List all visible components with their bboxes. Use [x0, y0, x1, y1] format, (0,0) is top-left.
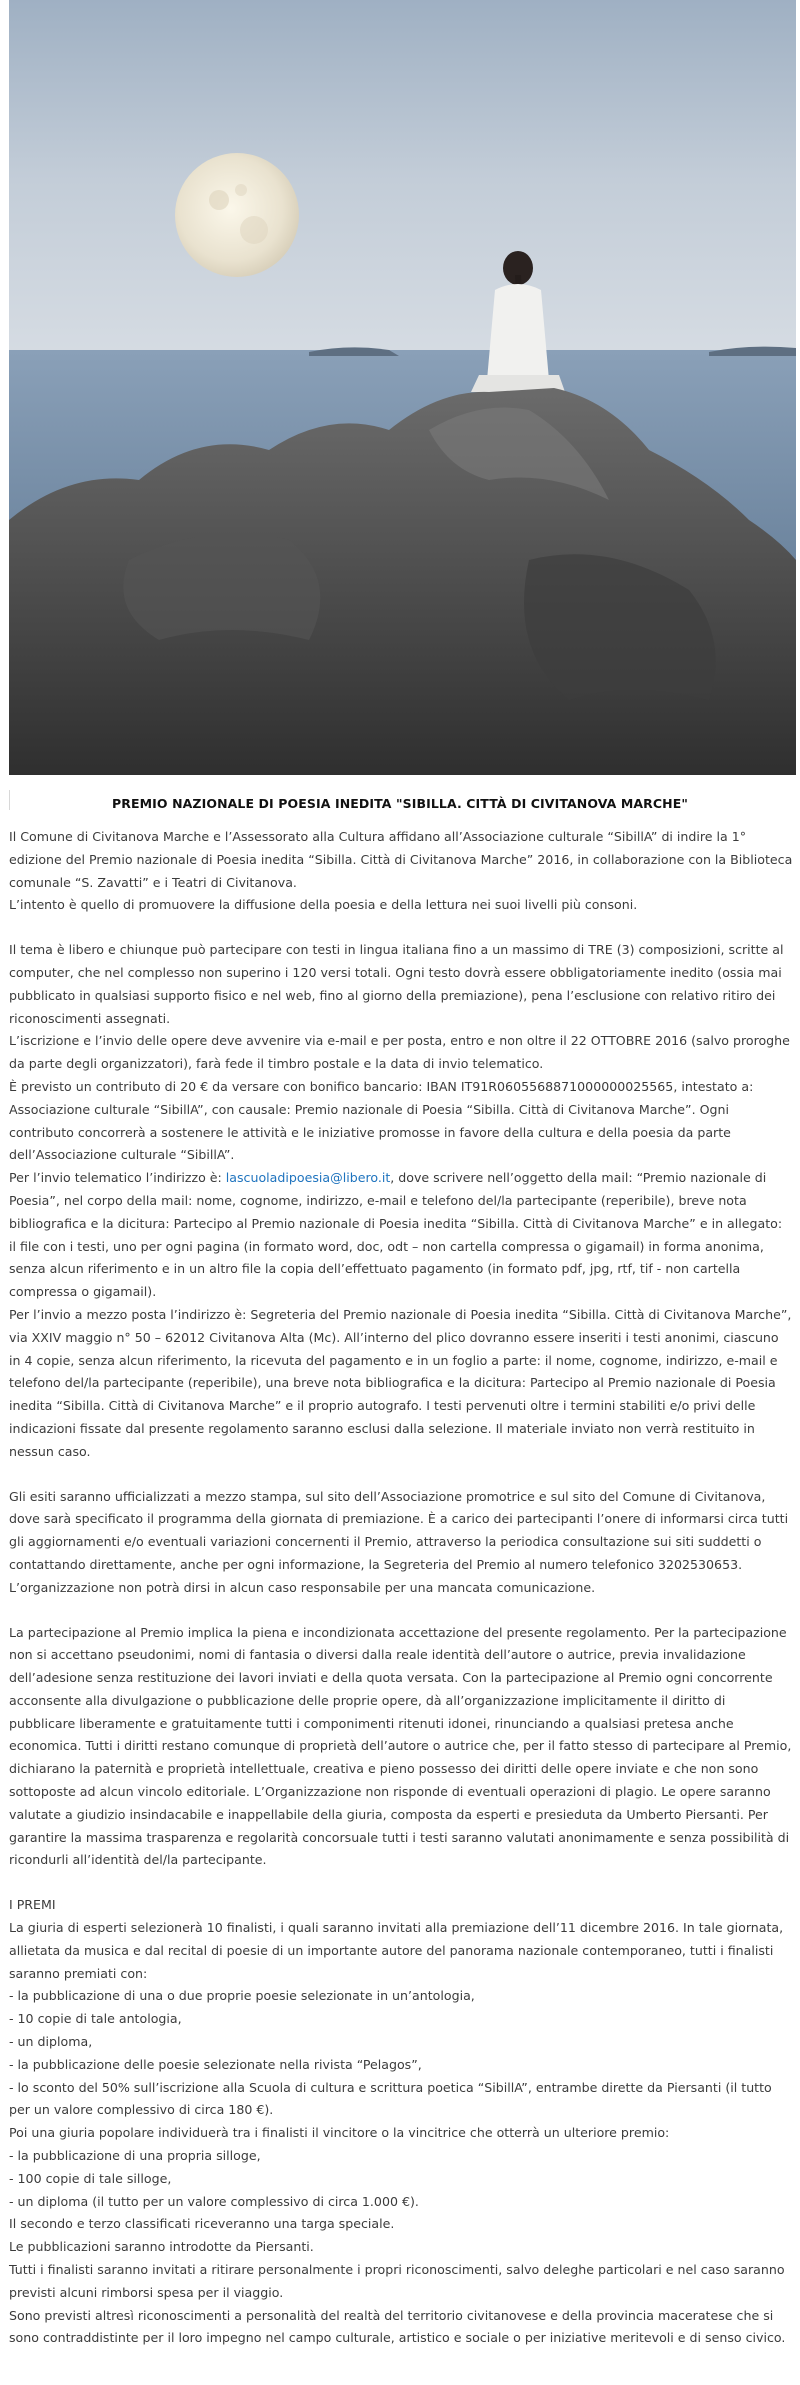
moon-over-sea-illustration — [9, 0, 796, 775]
list-item: - la pubblicazione delle poesie selezionate nella rivista “Pelagos”, — [9, 2056, 422, 2072]
page-title: PREMIO NAZIONALE DI POESIA INEDITA "SIBILLA. CITTÀ DI CIVITANOVA MARCHE" — [112, 796, 688, 811]
email-link[interactable]: lascuoladipoesia@libero.it — [225, 1170, 391, 1186]
list-item: - la pubblicazione di una o due proprie poesie selezionate in un’antologia, — [9, 1988, 475, 2004]
paragraph: Sono previsti altresì riconoscimenti a personalità del realtà del territorio civitanovese e della provincia maceratese che si sono contraddistinte per il loro impegno nel campo culturale, artistico e sociale o per iniziative meritevoli e di senso civico. — [9, 2307, 786, 2346]
moon — [175, 153, 299, 277]
sky — [9, 0, 796, 360]
paragraph: L’intento è quello di promuovere la diffusione della poesia e della lettura nei suoi livelli più consoni. — [9, 897, 638, 913]
paragraph: Per l’invio a mezzo posta l’indirizzo è: Segreteria del Premio nazionale di Poesia inedita “Sibilla. Città di Civitanova Marche”, via XXIV maggio n° 50 – 62012 Civitanova Alta (Mc). All’interno del plico dovranno essere inseriti i testi anonimi, ciascuno in 4 copie, senza alcun riferimento, la ricevuta del pagamento e in un foglio a parte: il nome, cognome, indirizzo, e-mail e telefono del/la partecipante (reperibile), una breve nota bibliografica e la dicitura: Partecipo al Premio nazionale di Poesia inedita “Sibilla. Città di Civitanova Marche” e il proprio autografo. I testi pervenuti oltre i termini stabiliti e/o privi delle indicazioni fissate dal presente regolamento saranno esclusi dalla selezione. Il materiale inviato non verrà restituito in nessun caso. — [9, 1306, 792, 1459]
paragraph: L’organizzazione non potrà dirsi in alcun caso responsabile per una mancata comunicazione. — [9, 1579, 596, 1595]
paragraph: Il secondo e terzo classificati riceveranno una targa speciale. — [9, 2216, 395, 2232]
paragraph: Il Comune di Civitanova Marche e l’Assessorato alla Cultura affidano all’Associazione culturale “SibillA” di indire la 1° edizione del Premio nazionale di Poesia inedita “Sibilla. Città di Civitanova Marche” 2016, in collaborazione con la Biblioteca comunale “S. Zavatti” e i Teatri di Civitanova. — [9, 829, 793, 890]
paragraph: Le pubblicazioni saranno introdotte da Piersanti. — [9, 2239, 314, 2255]
section-heading: I PREMI — [9, 1897, 56, 1913]
paragraph: Poi una giuria popolare individuerà tra i finalisti il vincitore o la vincitrice che otterrà un ulteriore premio: — [9, 2125, 670, 2141]
paragraph: Tutti i finalisti saranno invitati a ritirare personalmente i propri riconoscimenti, salvo deleghe particolari e nel caso saranno previsti alcuni rimborsi spesa per il viaggio. — [9, 2262, 785, 2300]
paragraph: È previsto un contributo di 20 € da versare con bonifico bancario: IBAN IT91R0605568871000000025565, intestato a: Associazione culturale “SibillA”, con causale: Premio nazionale di Poesia “Sibilla. Città di Civitanova Marche”. Ogni contributo concorrerà a sostenere le attività e le iniziative promosse in favore della cultura e della poesia da parte dell’Associazione culturale “SibillA”. — [9, 1078, 754, 1163]
list-item: - un diploma, — [9, 2034, 93, 2050]
list-item: - 100 copie di tale silloge, — [9, 2170, 172, 2186]
paragraph: La partecipazione al Premio implica la piena e incondizionata accettazione del presente regolamento. Per la partecipazione non si accettano pseudonimi, nomi di fantasia o diversi dalla reale identità dell’autore o autrice, previa invalidazione dell’adesione senza restituzione dei lavori inviati e della quota versata. Con la partecipazione al Premio ogni concorrente acconsente alla divulgazione o pubblicazione delle proprie opere, dà all’organizzazione implicitamente il diritto di pubblicare liberamente e gratuitamente tutti i componimenti ritenuti idonei, rinunciando a qualsiasi pretesa anche economica. Tutti i diritti restano comunque di proprietà dell’autore o autrice che, per il fatto stesso di partecipare al Premio, dichiarano la paternità e proprietà intellettuale, creativa e pieno possesso dei diritti delle opere inviate e che non sono sottoposte ad alcun vincolo editoriale. L’Organizzazione non risponde di eventuali operazioni di plagio. Le opere saranno valutate a giudizio insindacabile e inappellabile della giuria, composta da esperti e presieduta da Umberto Piersanti. Per garantire la massima trasparenza e regolarità concorsuale tutti i testi saranno valutati anonimamente e senza possibilità di ricondurli all’identità del/la partecipante. — [9, 1624, 792, 1868]
paragraph: L’iscrizione e l’invio delle opere deve avvenire via e-mail e per posta, entro e non oltre il 22 OTTOBRE 2016 (salvo proroghe da parte degli organizzatori), farà fede il timbro postale e la data di invio telematico. — [9, 1033, 790, 1072]
list-item: - la pubblicazione di una propria silloge, — [9, 2148, 261, 2164]
list-item: - lo sconto del 50% sull’iscrizione alla Scuola di cultura e scrittura poetica “SibillA”, entrambe dirette da Piersanti (il tutto per un valore complessivo di circa 180 €). — [9, 2079, 772, 2118]
paragraph: Gli esiti saranno ufficializzati a mezzo stampa, sul sito dell’Associazione promotrice e sul sito del Comune di Civitanova, dove sarà specificato il programma della giornata di premiazione. È a carico dei partecipanti l’onere di informarsi circa tutti gli aggiornamenti e/o eventuali variazioni concernenti il Premio, attraverso la periodica consultazione sui siti suddetti o contattando direttamente, anche per ogni informazione, la Segreteria del Premio al numero telefonico 3202530653. — [9, 1488, 789, 1572]
paragraph: Il tema è libero e chiunque può partecipare con testi in lingua italiana fino a un massimo di TRE (3) composizioni, scritte al computer, che nel complesso non superino i 120 versi totali. Ogni testo dovrà essere obbligatoriamente inedito (ossia mai pubblicato in qualsiasi supporto fisico e nel web, fino al giorno della premiazione), pena l’esclusione con relativo ritiro dei riconoscimenti assegnati. — [9, 942, 784, 1026]
list-item: - 10 copie di tale antologia, — [9, 2011, 182, 2027]
list-item: - un diploma (il tutto per un valore complessivo di circa 1.000 €). — [9, 2193, 419, 2209]
hero-image — [9, 0, 796, 775]
paragraph: La giuria di esperti selezionerà 10 finalisti, i quali saranno invitati alla premiazione dell’11 dicembre 2016. In tale giornata, allietata da musica e dal recital di poesie di un importante autore del panorama nazionale contemporaneo, tutti i finalisti saranno premiati con: — [9, 1920, 784, 1981]
article-body — [9, 826, 793, 2350]
email-intro: Per l’invio telematico l’indirizzo è: — [9, 1170, 226, 1186]
email-instructions: , dove scrivere nell’oggetto della mail: “Premio nazionale di Poesia”, nel corpo della mail: nome, cognome, indirizzo, e-mail e telefono del/la partecipante (reperibile), breve nota bibliografica e la dicitura: Partecipo al Premio nazionale di Poesia inedita “Sibilla. Città di Civitanova Marche” e in allegato: il file con i testi, uno per ogni pagina (in formato word, doc, odt – non cartella compressa o gigamail) in forma anonima, senza alcun riferimento e in un altro file la copia dell’effettuato pagamento (in formato pdf, jpg, rtf, tif - non cartella compressa o gigamail). — [9, 1170, 783, 1300]
paragraph — [9, 1167, 793, 1304]
